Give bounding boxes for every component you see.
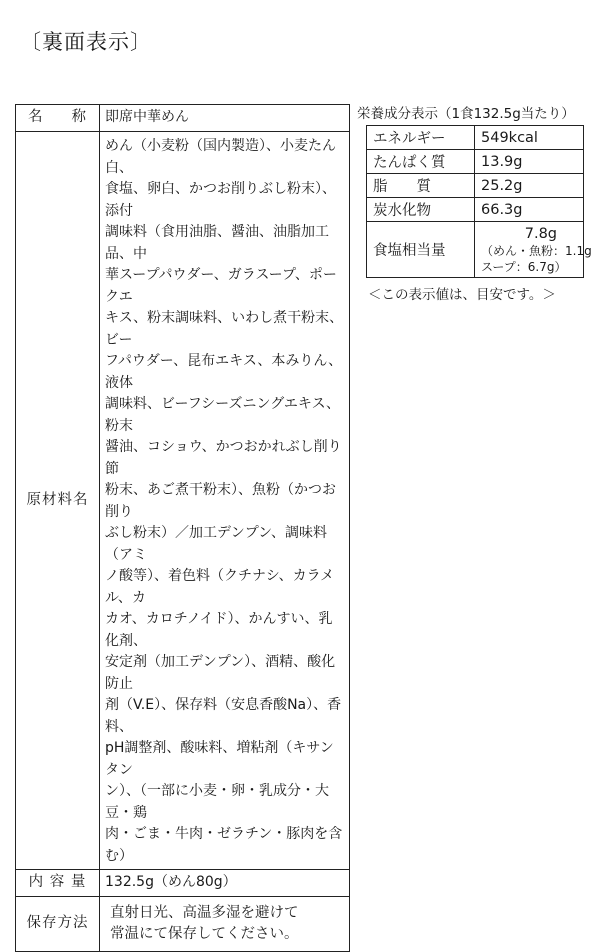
name-header <box>16 105 100 132</box>
nutrition-label: 食塩相当量 <box>367 222 475 278</box>
nutrition-label: エネルギー <box>367 126 475 150</box>
name-row <box>16 105 350 132</box>
nutrition-label: 脂 質 <box>367 174 475 198</box>
name-value: 即席中華めん <box>100 105 350 132</box>
nutrition-value: 66.3g <box>475 198 584 222</box>
contents-value: 132.5g（めん80g） <box>100 870 350 897</box>
ingredients-row <box>16 132 350 870</box>
nutrition-table <box>366 125 592 278</box>
name-header-char-2: 称 <box>71 109 87 126</box>
ingredients-value: めん（小麦粉（国内製造）、小麦たん白、 食塩、卵白、かつお削りぶし粉末）、添付 調味料（食用油脂、醤油、油脂加工品、中 華スープパウダー、ガラスープ、ポークエ キス、粉末調味料、いわし煮干粉末、ビー フパウダー、昆布エキス、本みりん、液体 調味料、ビーフシーズニングエキス、粉末 醤油、コショウ、かつおかれぶし削り節 粉末、あご煮干粉末）、魚粉（かつお削り ぶし粉末）／加工デンプン、調味料（アミ ノ酸等）、着色料（クチナシ、カラメル、カ カオ、カロチノイド）、かんすい、乳化剤、 安定剤（加工デンプン）、酒精、酸化防止 剤（V.E）、保存料（安息香酸Na）、香料、 pH調整剤、酸味料、増粘剤（キサンタン ン）、（一部に小麦・卵・乳成分・大豆・鶏 肉・ごま・牛肉・ゼラチン・豚肉を含む） <box>100 132 350 870</box>
nutrition-row-energy <box>367 126 584 150</box>
nutrition-value: 25.2g <box>475 174 584 198</box>
salt-breakdown-soup: スープ：6.7g） <box>481 259 567 274</box>
salt-value-cell <box>475 222 592 278</box>
contents-header: 内 容 量 <box>16 870 100 897</box>
product-label-table <box>15 104 350 952</box>
nutrition-note: ＜この表示値は、目安です。＞ <box>368 287 556 303</box>
salt-breakdown-noodle: （めん・魚粉：1.1g <box>481 243 592 258</box>
nutrition-value: 549kcal <box>475 126 584 150</box>
nutrition-row-carbs <box>367 198 584 222</box>
storage-row <box>16 896 350 951</box>
storage-value: 直射日光、高温多湿を避けて 常温にて保存してください。 <box>100 896 350 951</box>
storage-header: 保存方法 <box>16 896 100 951</box>
ingredients-header: 原材料名 <box>16 132 100 870</box>
salt-value: 7.8g <box>524 225 557 242</box>
nutrition-value: 13.9g <box>475 150 584 174</box>
page-heading: 〔裏面表示〕 <box>20 30 152 54</box>
nutrition-row-protein <box>367 150 584 174</box>
nutrition-label: 炭水化物 <box>367 198 475 222</box>
name-header-char-1: 名 <box>28 109 44 126</box>
nutrition-title: 栄養成分表示（1食132.5g当たり） <box>357 106 575 122</box>
nutrition-row-fat <box>367 174 584 198</box>
contents-row <box>16 870 350 897</box>
nutrition-row-salt <box>367 222 584 278</box>
nutrition-label: たんぱく質 <box>367 150 475 174</box>
